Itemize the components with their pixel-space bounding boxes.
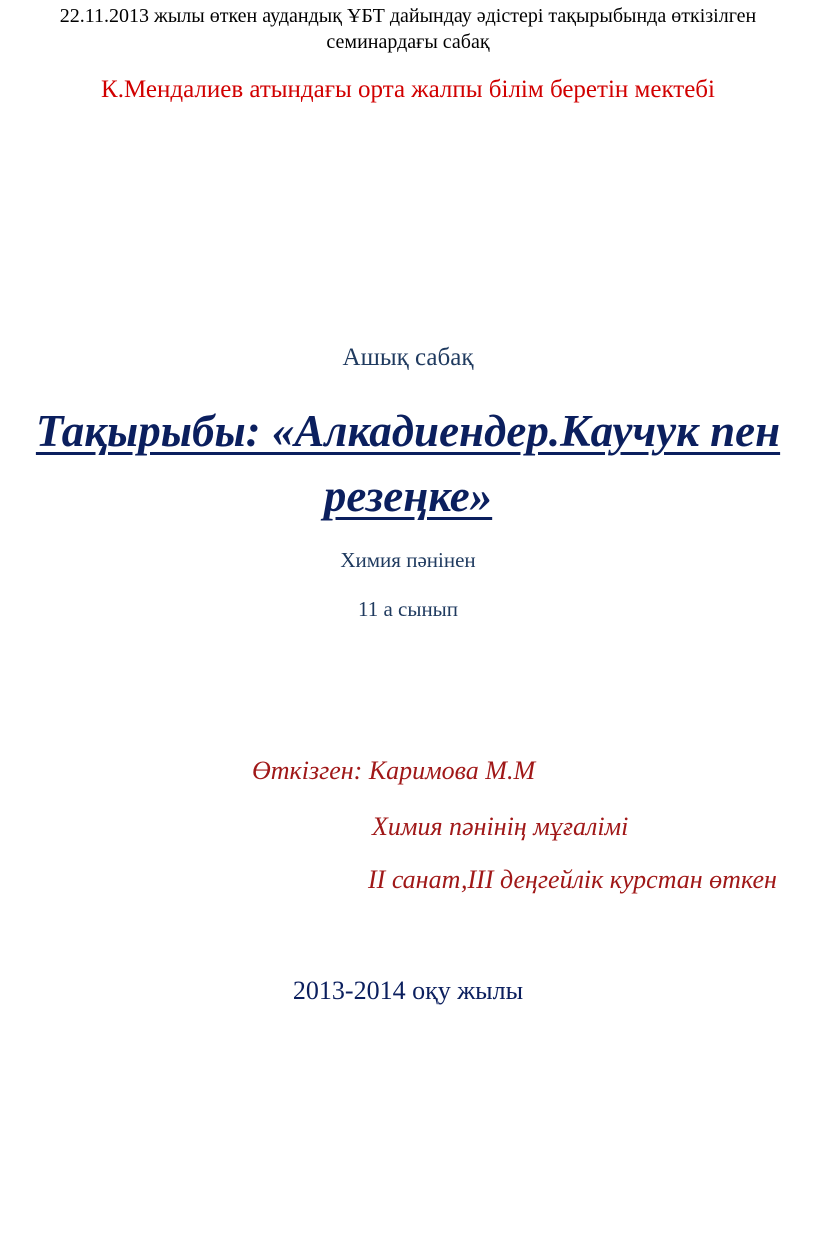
seminar-header-line-1: 22.11.2013 жылы өткен аудандық ҰБТ дайындау әдістері тақырыбында өткізілген	[59, 5, 757, 27]
teacher-category: ІІ санат,ІІІ деңгейлік курстан өткен	[368, 865, 777, 894]
topic-title-line-2: резеңке»	[323, 471, 493, 521]
grade-label: 11 а сынып	[357, 597, 459, 621]
topic-title-line-1: Тақырыбы: «Алкадиендер.Каучук пен	[35, 406, 781, 456]
teacher-name: Өткізген: Каримова М.М	[252, 756, 536, 785]
academic-year: 2013-2014 оқу жылы	[292, 976, 524, 1005]
teacher-position: Химия пәнінің мұғалімі	[372, 812, 629, 841]
seminar-header-line-2: семинардағы сабақ	[326, 31, 490, 53]
subject-label: Химия пәнінен	[340, 548, 476, 572]
open-lesson-label: Ашық сабақ	[342, 344, 474, 371]
school-name: К.Мендалиев атындағы орта жалпы білім беретін мектебі	[101, 76, 715, 103]
